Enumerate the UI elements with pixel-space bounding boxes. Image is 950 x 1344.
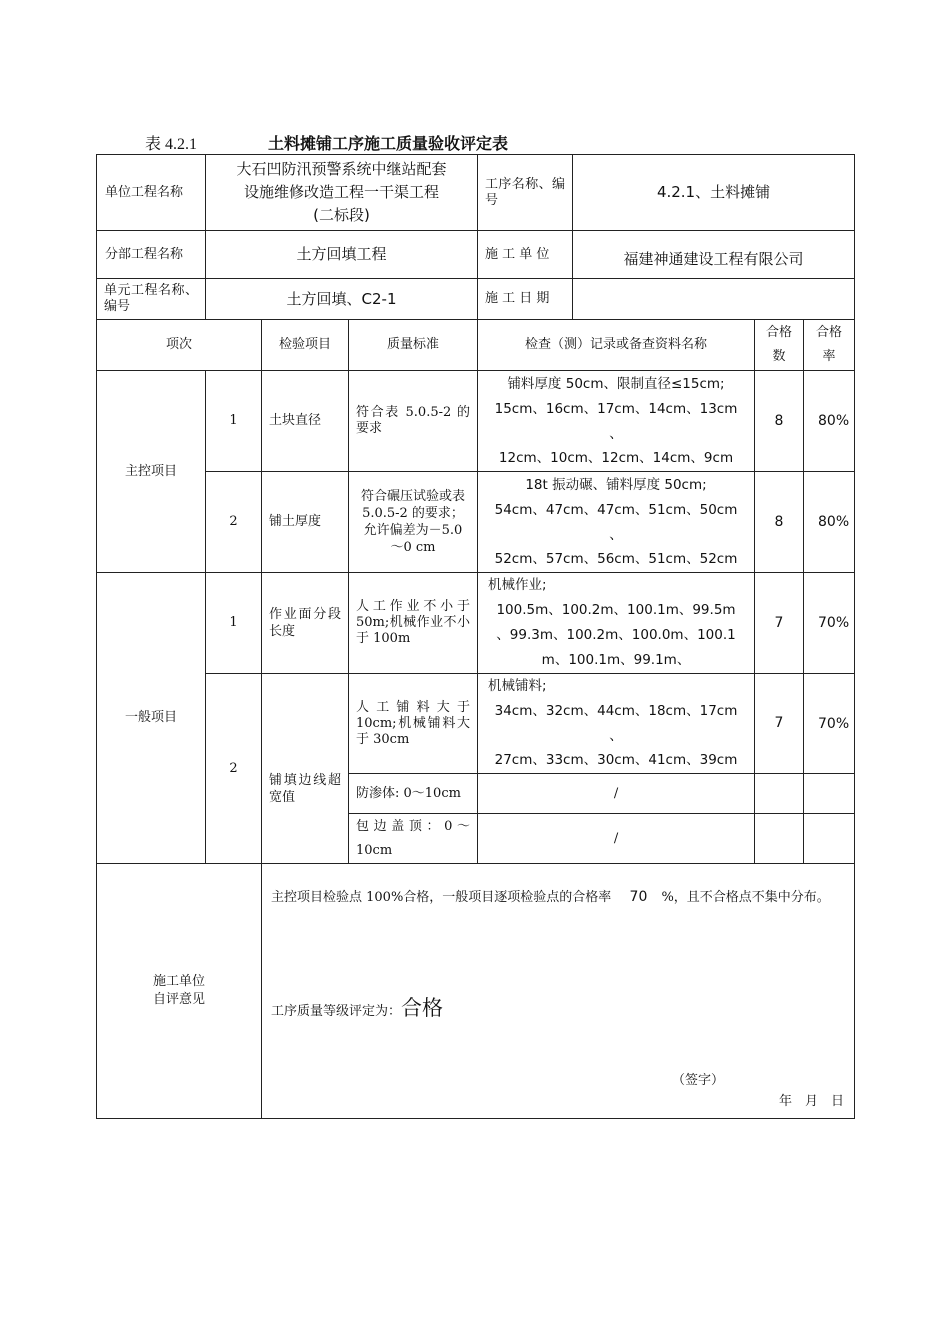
record-line: m、100.1m、99.1m、 bbox=[541, 652, 691, 668]
quality-standard bbox=[349, 674, 478, 774]
pass-rate: 80% bbox=[804, 371, 855, 472]
record-line: 机械铺料; bbox=[488, 678, 547, 694]
quality-standard: 防渗体: 0～10cm bbox=[349, 774, 478, 814]
record-line: 18t 振动碾、铺料厚度 50cm; bbox=[525, 476, 707, 493]
opinion-rate: 70 bbox=[629, 889, 648, 905]
check-item bbox=[262, 573, 349, 674]
table-row bbox=[97, 674, 855, 774]
record-line: 铺料厚度 50cm、限制直径≤15cm; bbox=[507, 375, 725, 392]
signature-label: （签字） bbox=[672, 1073, 725, 1088]
main-control-group: 主控项目 bbox=[97, 371, 206, 573]
opinion-label-line: 自评意见 bbox=[152, 992, 205, 1007]
pass-rate: 70% bbox=[804, 573, 855, 674]
opinion-row bbox=[97, 864, 855, 1119]
col-pass-rate: 合格率 bbox=[804, 320, 855, 371]
contractor-label: 施 工 单 位 bbox=[478, 231, 573, 279]
opinion-label-line: 施工单位 bbox=[152, 974, 205, 990]
record-line: 52cm、57cm、56cm、51cm、52cm bbox=[494, 550, 738, 567]
pass-count: 7 bbox=[755, 573, 804, 674]
opinion-content bbox=[262, 864, 855, 1119]
column-header-row bbox=[97, 320, 855, 371]
pass-count: 8 bbox=[755, 472, 804, 573]
row-no: 1 bbox=[206, 573, 262, 674]
row-no: 1 bbox=[206, 371, 262, 472]
pass-count bbox=[755, 814, 804, 864]
record-cell bbox=[478, 573, 755, 674]
opinion-text bbox=[271, 888, 846, 907]
pass-rate: 70% bbox=[804, 674, 855, 774]
table-title bbox=[145, 131, 508, 154]
record-line: 、 bbox=[609, 526, 623, 543]
row-no: 2 bbox=[206, 472, 262, 573]
pass-count: 7 bbox=[755, 674, 804, 774]
contractor-value: 福建神通建设工程有限公司 bbox=[573, 231, 855, 279]
unit-project-line: 设施维修改造工程一干渠工程 bbox=[244, 183, 440, 201]
record-line: 100.5m、100.2m、100.1m、99.5m bbox=[496, 602, 736, 618]
check-item-text: 铺填边线超宽值 bbox=[269, 772, 341, 805]
quality-standard-text: 人工铺料大于 10cm;机械铺料大于 30cm bbox=[356, 699, 471, 747]
quality-standard-text: 符合表 5.0.5-2 的要求 bbox=[356, 405, 471, 436]
record-line: 54cm、47cm、47cm、51cm、50cm bbox=[494, 501, 738, 518]
opinion-text-before: 主控项目检验点 100%合格，一般项目逐项检验点的合格率 bbox=[271, 890, 612, 905]
form-title: 土料摊铺工序施工质量验收评定表 bbox=[268, 134, 509, 153]
element-value: 土方回填、C2-1 bbox=[206, 279, 478, 320]
unit-project-line: (二标段) bbox=[313, 206, 370, 224]
evaluation-table bbox=[96, 154, 855, 1119]
col-record: 检查（测）记录或备查资料名称 bbox=[478, 320, 755, 371]
element-row bbox=[97, 279, 855, 320]
element-label-text: 单元工程名称、编号 bbox=[104, 283, 198, 314]
process-label-text: 工序名称、编号 bbox=[485, 176, 566, 208]
pass-rate bbox=[804, 814, 855, 864]
record-cell: / bbox=[478, 774, 755, 814]
grade-label: 工序质量等级评定为： bbox=[271, 1004, 402, 1019]
element-label bbox=[97, 279, 206, 320]
record-cell: / bbox=[478, 814, 755, 864]
check-item bbox=[262, 674, 349, 864]
date-value bbox=[573, 279, 855, 320]
grade-value: 合格 bbox=[401, 996, 444, 1020]
quality-standard-text: 人工作业不小于 50m;机械作业不小于 100m bbox=[356, 599, 471, 646]
record-cell bbox=[478, 371, 755, 472]
process-label bbox=[478, 155, 573, 231]
check-item-text: 作业面分段长度 bbox=[269, 607, 341, 639]
table-row bbox=[97, 472, 855, 573]
division-value: 土方回填工程 bbox=[206, 231, 478, 279]
grade-line bbox=[271, 994, 443, 1022]
quality-standard bbox=[349, 371, 478, 472]
division-label: 分部工程名称 bbox=[97, 231, 206, 279]
table-row bbox=[97, 573, 855, 674]
record-line: 、 bbox=[609, 728, 623, 744]
table-row bbox=[97, 371, 855, 472]
pass-count: 8 bbox=[755, 371, 804, 472]
unit-project-value bbox=[206, 155, 478, 231]
division-row bbox=[97, 231, 855, 279]
record-line: 12cm、10cm、12cm、14cm、9cm bbox=[498, 449, 734, 466]
unit-project-line: 大石凹防汛预警系统中继站配套 bbox=[236, 160, 447, 178]
check-item: 土块直径 bbox=[262, 371, 349, 472]
opinion-label bbox=[97, 864, 262, 1119]
signature-date: 年 月 日 bbox=[779, 1094, 845, 1109]
record-line: 、99.3m、100.2m、100.0m、100.1 bbox=[496, 627, 736, 643]
record-line: 、 bbox=[609, 425, 623, 442]
pass-rate: 80% bbox=[804, 472, 855, 573]
unit-project-label: 单位工程名称 bbox=[97, 155, 206, 231]
quality-standard bbox=[349, 573, 478, 674]
process-value: 4.2.1、土料摊铺 bbox=[573, 155, 855, 231]
general-group: 一般项目 bbox=[97, 573, 206, 864]
record-line: 27cm、33cm、30cm、41cm、39cm bbox=[494, 752, 738, 768]
col-standard: 质量标准 bbox=[349, 320, 478, 371]
record-cell bbox=[478, 472, 755, 573]
date-label: 施 工 日 期 bbox=[478, 279, 573, 320]
row-no: 2 bbox=[206, 674, 262, 864]
quality-standard: 符合碾压试验或表 5.0.5-2 的要求；允许偏差为－5.0～0 cm bbox=[349, 472, 478, 573]
record-line: 15cm、16cm、17cm、14cm、13cm bbox=[494, 400, 738, 417]
check-item: 铺土厚度 bbox=[262, 472, 349, 573]
quality-standard-text: 包边盖顶：0～10cm bbox=[356, 818, 471, 858]
table-number: 表 4.2.1 bbox=[145, 136, 198, 153]
opinion-text-after: %，且不合格点不集中分布。 bbox=[661, 890, 830, 905]
col-pass-count: 合格数 bbox=[755, 320, 804, 371]
quality-standard bbox=[349, 814, 478, 864]
col-item-no: 项次 bbox=[97, 320, 262, 371]
unit-project-row bbox=[97, 155, 855, 231]
record-line: 34cm、32cm、44cm、18cm、17cm bbox=[494, 703, 738, 719]
record-cell bbox=[478, 674, 755, 774]
pass-rate bbox=[804, 774, 855, 814]
pass-count bbox=[755, 774, 804, 814]
record-line: 机械作业; bbox=[488, 577, 547, 593]
col-check-item: 检验项目 bbox=[262, 320, 349, 371]
